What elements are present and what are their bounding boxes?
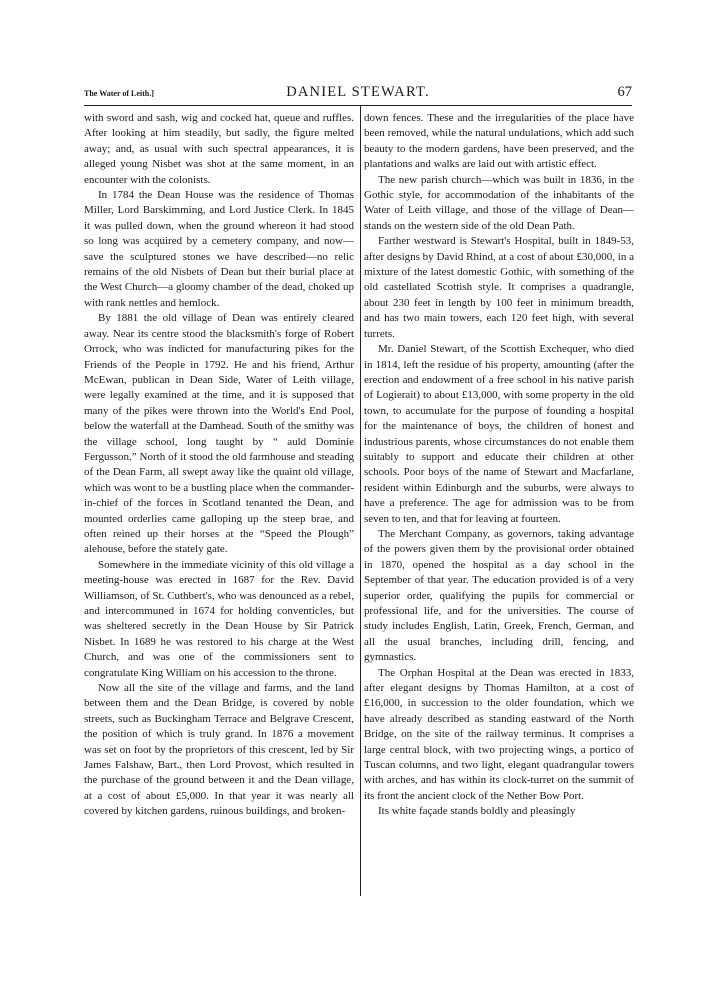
header-rule xyxy=(84,105,632,106)
paragraph: Mr. Daniel Stewart, of the Scottish Exchequer, who died in 1814, left the residue of his property, amounting (after the erection and endowment of a free school in his native parish of Logierait) to about £13,000, with some property in the old town, to accumulate for the purpose of founding a hospital for the maintenance of boys, the children of honest and industrious parents, whose circumstances do not enable them suitably to support and educate their children at other schools. Poor boys of the name of Stewart and Macfarlane, resident within Edinburgh and the suburbs, were always to have a preference. The age for admission was to be from seven to ten, and that for leaving at fourteen. xyxy=(364,343,634,525)
page-header xyxy=(84,84,632,104)
paragraph: Farther westward is Stewart's Hospital, built in 1849-53, after designs by David Rhind, at a cost of about £30,000, in a mixture of the latest domestic Gothic, with something of the old castellated Scottish style. It comprises a quadrangle, about 230 feet in length by 100 feet in minimum breadth, and has two main towers, each 120 feet high, with several turrets. xyxy=(364,235,634,340)
paragraph: Its white façade stands boldly and pleasingly xyxy=(378,805,576,818)
paragraph: with sword and sash, wig and cocked hat, queue and ruffles. After looking at him steadily, but sadly, the figure melted away; and, as usual with such spectral appearances, it is alleged young Nisbet was shot at the same moment, in an encounter with the colonists. xyxy=(84,112,354,186)
right-column xyxy=(364,111,634,820)
chapter-title: DANIEL STEWART. xyxy=(286,84,430,100)
paragraph: In 1784 the Dean House was the residence of Thomas Miller, Lord Barskimming, and Lord Justice Clerk. In 1845 it was pulled down, when the ground whereon it had stood so long was acquired by a cemetery company, and now—save the sculptured stones we have described—no relic remains of the old Nisbets of Dean but their burial place at the West Church—a gloomy chamber of the dead, choked up with rank nettles and hemlock. xyxy=(84,189,354,309)
paragraph: The Orphan Hospital at the Dean was erected in 1833, after elegant designs by Thomas Hamilton, at a cost of £16,000, in succession to the older foundation, which we have already described as standing eastward of the North Bridge, on the site of the railway terminus. It comprises a large central block, with two projecting wings, a portico of Tuscan columns, and two light, elegant quadrangular towers with arches, and has within its clock-turret on the summit of its front the ancient clock of the Nether Bow Port. xyxy=(364,666,634,802)
column-divider xyxy=(360,106,361,896)
paragraph: By 1881 the old village of Dean was entirely cleared away. Near its centre stood the blacksmith's forge of Robert Orrock, who was indicted for manufacturing pikes for the Friends of the People in 1792. He and his friend, Arthur McEwan, publican in Dean Side, Water of Leith village, were legally examined at the time, and it is supposed that many of the pikes were thrown into the World's End Pool, below the waterfall at the Damhead. South of the smithy was the village school, long taught by “ auld Dominie Fergusson.” North of it stood the old farmhouse and steading of the Dean Farm, all swept away like the quaint old village, which was wont to be a bustling place when the commander-in-chief of the forces in Scotland tenanted the Dean, and mounted orderlies came galloping up the steep brae, and often reined up their horses at the “Speed the Plough” alehouse, before the stately gate. xyxy=(84,312,354,556)
paragraph: Now all the site of the village and farms, and the land between them and the Dean Bridge, is covered by noble streets, such as Buckingham Terrace and Belgrave Crescent, the position of which is truly grand. In 1876 a movement was set on foot by the proprietors of this crescent, led by Sir James Falshaw, Bart., then Lord Provost, which resulted in the purchase of the ground between it and the Dean village, at a cost of about £5,000. In that year it was nearly all covered by kitchen gardens, ruinous buildings, and broken- xyxy=(84,682,354,818)
paragraph: Somewhere in the immediate vicinity of this old village a meeting-house was erected in 1687 for the Rev. David Williamson, of St. Cuthbert's, who was denounced as a rebel, and intercommuned in 1674 for holding conventicles, but was sheltered secretly in the Dean House by Sir Patrick Nisbet. In 1689 he was restored to his charge at the West Church, and was one of the commissioners sent to congratulate King William on his accession to the throne. xyxy=(84,558,354,679)
paragraph: The new parish church—which was built in 1836, in the Gothic style, for accommodation of the inhabitants of the Water of Leith village, and those of the village of Dean—stands on the western side of the old Dean Path. xyxy=(364,173,634,232)
left-column xyxy=(84,111,354,820)
paragraph: The Merchant Company, as governors, taking advantage of the powers given them by the provisional order obtained in 1870, opened the hospital as a day school in the September of that year. The education provided is of a very superior order, qualifying the pupils for commercial or professional life, and for the universities. The course of study includes English, Latin, Greek, French, German, and all the usual branches, including drill, fencing, and gymnastics. xyxy=(364,527,634,664)
paragraph: down fences. These and the irregularities of the place have been removed, while the natural undulations, which add such beauty to the modern gardens, have been preserved, and the plantations and walks are laid out with artistic effect. xyxy=(364,112,634,171)
page-number: 67 xyxy=(617,84,632,100)
running-head: The Water of Leith.] xyxy=(84,89,154,98)
